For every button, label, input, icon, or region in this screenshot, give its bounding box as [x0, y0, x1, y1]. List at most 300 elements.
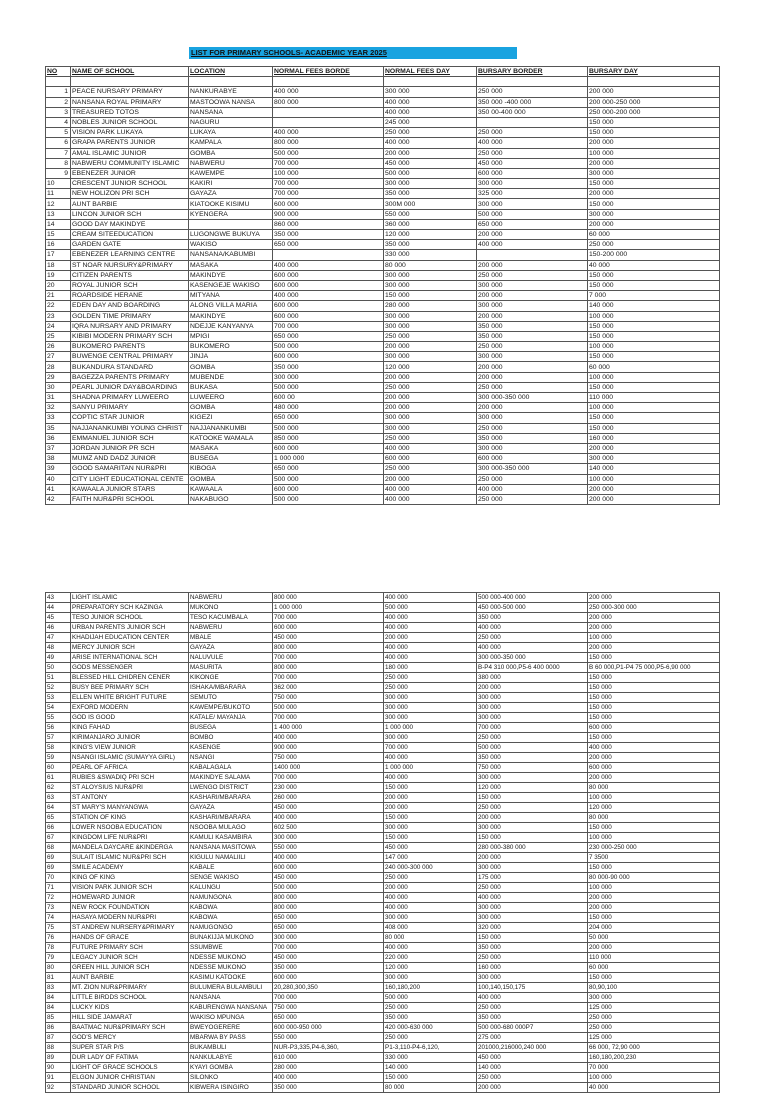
- cell-bursary-border: 250 000: [477, 953, 588, 963]
- cell-school-name: NAJJANANKUMBI YOUNG CHRIST: [71, 423, 189, 433]
- cell-location: KIBOGA: [189, 464, 273, 474]
- table-row: [46, 883, 720, 893]
- cell-school-name: HANDS OF GRACE: [71, 933, 189, 943]
- cell-fees-border: 600 000: [273, 311, 384, 321]
- cell-school-name: IQRA NURSARY AND PRIMARY: [71, 321, 189, 331]
- cell-bursary-border: 280 000-380 000: [477, 843, 588, 853]
- cell-bursary-border: 250 000: [477, 423, 588, 433]
- cell-bursary-border: 350 000: [477, 1013, 588, 1023]
- table-row: [46, 793, 720, 803]
- cell-location: NSANGI: [189, 753, 273, 763]
- cell-location: NABWERU: [189, 158, 273, 168]
- cell-no: 50: [46, 663, 71, 673]
- cell-school-name: GOLDEN TIME PRIMARY: [71, 311, 189, 321]
- cell-bursary-day: 150 000: [588, 913, 720, 923]
- cell-bursary-border: 200 000: [477, 1083, 588, 1093]
- cell-fees-day: 500 000: [384, 168, 477, 178]
- cell-location: KATOOKE WAMALA: [189, 433, 273, 443]
- cell-bursary-border: 350 000: [477, 943, 588, 953]
- cell-fees-border: 700 000: [273, 179, 384, 189]
- cell-bursary-day: 60 000: [588, 230, 720, 240]
- cell-fees-day: 330 000: [384, 250, 477, 260]
- cell-fees-border: 600 000-950 000: [273, 1023, 384, 1033]
- cell-school-name: GREEN HILL JUNIOR SCH: [71, 963, 189, 973]
- cell-bursary-border: 160 000: [477, 963, 588, 973]
- cell-fees-day: 80 000: [384, 1083, 477, 1093]
- cell-fees-day: 147 000: [384, 853, 477, 863]
- cell-fees-border: 900 000: [273, 209, 384, 219]
- cell-location: LUWEERO: [189, 393, 273, 403]
- cell-fees-day: 300 000: [384, 179, 477, 189]
- cell-location: SSUMBWE: [189, 943, 273, 953]
- cell-fees-day: 300 000: [384, 823, 477, 833]
- table-row: [46, 209, 720, 219]
- cell-bursary-border: 275 000: [477, 1033, 588, 1043]
- cell-fees-day: 360 000: [384, 219, 477, 229]
- table-row: [46, 873, 720, 883]
- cell-no: 6: [46, 138, 71, 148]
- cell-school-name: ST ALOYSIUS NUR&PRI: [71, 783, 189, 793]
- cell-school-name: LITTLE BIRDDS SCHOOL: [71, 993, 189, 1003]
- cell-fees-border: 600 000: [273, 484, 384, 494]
- cell-school-name: MANDELA DAYCARE &KINDERGA: [71, 843, 189, 853]
- cell-bursary-border: 350 000 -400 000: [477, 97, 588, 107]
- cell-no: 40: [46, 474, 71, 484]
- cell-school-name: BAGEZZA PARENTS PRIMARY: [71, 372, 189, 382]
- table-row: [46, 813, 720, 823]
- cell-fees-day: 300 000: [384, 321, 477, 331]
- cell-location: NANSANA MASITOWA: [189, 843, 273, 853]
- cell-fees-day: 280 000: [384, 301, 477, 311]
- cell-fees-day: 250 000: [384, 331, 477, 341]
- cell-fees-border: 100 000: [273, 168, 384, 178]
- cell-no: 20: [46, 280, 71, 290]
- cell-no: 43: [46, 593, 71, 603]
- cell-location: KATALE/ MAYANJA: [189, 713, 273, 723]
- table-row: [46, 413, 720, 423]
- cell-no: 48: [46, 643, 71, 653]
- cell-school-name: PEACE NURSARY PRIMARY: [71, 87, 189, 97]
- cell-location: KALUNGU: [189, 883, 273, 893]
- cell-fees-day: 400 000: [384, 653, 477, 663]
- table-row: [46, 443, 720, 453]
- cell-bursary-border: 500 000-400 000: [477, 593, 588, 603]
- cell-fees-border: 700 000: [273, 189, 384, 199]
- cell-bursary-day: 150 000: [588, 382, 720, 392]
- cell-fees-border: 450 000: [273, 803, 384, 813]
- cell-bursary-day: 60 000: [588, 963, 720, 973]
- table-row: [46, 713, 720, 723]
- cell-bursary-day: 150 000: [588, 270, 720, 280]
- cell-location: KIGEZI: [189, 413, 273, 423]
- cell-no: 18: [46, 260, 71, 270]
- cell-location: NANSANA/KABUMBI: [189, 250, 273, 260]
- cell-school-name: STANDARD JUNIOR SCHOOL: [71, 1083, 189, 1093]
- cell-bursary-day: 200 000: [588, 484, 720, 494]
- cell-fees-border: 400 000: [273, 733, 384, 743]
- table-row: [46, 270, 720, 280]
- cell-school-name: JORDAN JUNIOR PR SCH: [71, 443, 189, 453]
- cell-fees-border: 480 000: [273, 403, 384, 413]
- cell-no: 39: [46, 464, 71, 474]
- cell-location: WAKISO: [189, 240, 273, 250]
- cell-location: KASENGEJE WAKISO: [189, 280, 273, 290]
- cell-fees-border: 600 000: [273, 863, 384, 873]
- cell-bursary-day: 100 000: [588, 883, 720, 893]
- cell-fees-border: 400 000: [273, 1073, 384, 1083]
- cell-no: 78: [46, 943, 71, 953]
- table-row: [46, 403, 720, 413]
- cell-no: 71: [46, 883, 71, 893]
- cell-bursary-day: 200 000: [588, 593, 720, 603]
- cell-school-name: ST MARY'S MANYANGWA: [71, 803, 189, 813]
- cell-fees-border: 300 000: [273, 833, 384, 843]
- table-row: [46, 733, 720, 743]
- cell-fees-border: 600 000: [273, 270, 384, 280]
- cell-fees-border: 600 000: [273, 443, 384, 453]
- cell-fees-day: 400 000: [384, 643, 477, 653]
- cell-location: NDESSE MUKONO: [189, 963, 273, 973]
- cell-no: 88: [46, 1043, 71, 1053]
- table-row: [46, 87, 720, 97]
- cell-bursary-day: 140 000: [588, 301, 720, 311]
- table-row: [46, 189, 720, 199]
- cell-bursary-day: 150 000: [588, 199, 720, 209]
- cell-fees-border: 750 000: [273, 753, 384, 763]
- cell-location: MASAKA: [189, 443, 273, 453]
- cell-location: MBARWA BY PASS: [189, 1033, 273, 1043]
- cell-bursary-day: 150 000: [588, 863, 720, 873]
- cell-fees-day: 160,180,200: [384, 983, 477, 993]
- cell-location: BOMBO: [189, 733, 273, 743]
- cell-fees-day: 300 000: [384, 352, 477, 362]
- cell-fees-border: 400 000: [273, 128, 384, 138]
- cell-fees-border: 280 000: [273, 1063, 384, 1073]
- cell-fees-border: 500 000: [273, 883, 384, 893]
- cell-location: LUKAYA: [189, 128, 273, 138]
- cell-fees-day: 400 000: [384, 484, 477, 494]
- cell-bursary-day: 100 000: [588, 833, 720, 843]
- cell-fees-border: 350 000: [273, 230, 384, 240]
- cell-bursary-border: 350 000: [477, 613, 588, 623]
- cell-no: 83: [46, 983, 71, 993]
- table-row: [46, 280, 720, 290]
- cell-fees-border: 500 000: [273, 703, 384, 713]
- cell-fees-day: 250 000: [384, 1003, 477, 1013]
- cell-bursary-border: 450 000: [477, 158, 588, 168]
- cell-location: KAWAALA: [189, 484, 273, 494]
- cell-fees-border: 500 000: [273, 342, 384, 352]
- cell-location: LUGONGWE BUKUYA: [189, 230, 273, 240]
- cell-fees-border: 500 000: [273, 474, 384, 484]
- cell-school-name: AMAL ISLAMIC JUNIOR: [71, 148, 189, 158]
- table-row: [46, 240, 720, 250]
- cell-school-name: EMMANUEL JUNIOR SCH: [71, 433, 189, 443]
- table-row: [46, 693, 720, 703]
- cell-school-name: AUNT BARBIE: [71, 199, 189, 209]
- cell-school-name: COPTIC STAR JUNIOR: [71, 413, 189, 423]
- cell-fees-border: 650 000: [273, 331, 384, 341]
- cell-school-name: GOD'S MERCY: [71, 1033, 189, 1043]
- cell-bursary-border: 150 000: [477, 933, 588, 943]
- cell-bursary-day: 100 000: [588, 372, 720, 382]
- table-row: [46, 903, 720, 913]
- table-row: [46, 1043, 720, 1053]
- cell-fees-border: 700 000: [273, 993, 384, 1003]
- cell-no: 4: [46, 117, 71, 127]
- column-header: BURSARY DAY: [588, 67, 720, 77]
- cell-fees-border: 500 000: [273, 494, 384, 504]
- cell-location: BUSEGA: [189, 723, 273, 733]
- cell-no: 12: [46, 199, 71, 209]
- table-row: [46, 230, 720, 240]
- table-row: [46, 603, 720, 613]
- cell-school-name: KHADIJAH EDUCATION CENTER: [71, 633, 189, 643]
- cell-fees-border: 1400 000: [273, 763, 384, 773]
- cell-bursary-border: 250 000: [477, 382, 588, 392]
- table-row: [46, 199, 720, 209]
- table-row: [46, 423, 720, 433]
- table-row: [46, 913, 720, 923]
- cell-bursary-border: 201000,216000,240 000: [477, 1043, 588, 1053]
- cell-no: 8: [46, 158, 71, 168]
- cell-fees-day: 250 000: [384, 464, 477, 474]
- cell-location: BUKOMERO: [189, 342, 273, 352]
- cell-bursary-border: 400 000: [477, 138, 588, 148]
- cell-school-name: VISION PARK JUNIOR SCH: [71, 883, 189, 893]
- cell-location: BUNAKIJJA MUKONO: [189, 933, 273, 943]
- cell-fees-day: 140 000: [384, 1063, 477, 1073]
- cell-bursary-day: 150 000: [588, 673, 720, 683]
- cell-bursary-day: 300 000: [588, 993, 720, 1003]
- cell-bursary-border: 200 000: [477, 230, 588, 240]
- table-row: [46, 138, 720, 148]
- cell-no: 44: [46, 603, 71, 613]
- cell-no: 47: [46, 633, 71, 643]
- cell-no: 61: [46, 773, 71, 783]
- cell-fees-border: 650 000: [273, 413, 384, 423]
- cell-school-name: LINCON JUNIOR SCH: [71, 209, 189, 219]
- cell-bursary-day: 150 000: [588, 703, 720, 713]
- table-row: [46, 1083, 720, 1093]
- cell-fees-border: 700 000: [273, 158, 384, 168]
- cell-fees-border: 900 000: [273, 743, 384, 753]
- cell-bursary-day: 150 000: [588, 683, 720, 693]
- cell-bursary-border: 300 000-350 000: [477, 464, 588, 474]
- cell-school-name: URBAN PARENTS JUNIOR SCH: [71, 623, 189, 633]
- cell-bursary-border: 300 000: [477, 443, 588, 453]
- cell-bursary-border: B-P4 310 000,P5-6 400 0000: [477, 663, 588, 673]
- cell-no: 29: [46, 372, 71, 382]
- cell-location: BWEYOGERERE: [189, 1023, 273, 1033]
- cell-no: 68: [46, 843, 71, 853]
- cell-fees-day: 220 000: [384, 953, 477, 963]
- cell-fees-border: [273, 250, 384, 260]
- cell-bursary-day: 200 000: [588, 189, 720, 199]
- cell-bursary-border: 320 000: [477, 923, 588, 933]
- cell-fees-border: 610 000: [273, 1053, 384, 1063]
- cell-bursary-day: 100 000: [588, 342, 720, 352]
- cell-bursary-border: 250 000: [477, 148, 588, 158]
- cell-no: 59: [46, 753, 71, 763]
- cell-fees-day: 200 000: [384, 148, 477, 158]
- table-row: [46, 219, 720, 229]
- cell-bursary-border: 500 000-680 000P7: [477, 1023, 588, 1033]
- cell-fees-day: 300 000: [384, 311, 477, 321]
- cell-bursary-border: 250 000: [477, 883, 588, 893]
- cell-bursary-border: 450 000-500 000: [477, 603, 588, 613]
- column-header: LOCATION: [189, 67, 273, 77]
- table-row: [46, 893, 720, 903]
- cell-fees-day: 500 000: [384, 993, 477, 1003]
- cell-fees-day: 400 000: [384, 593, 477, 603]
- cell-bursary-day: 300 000: [588, 209, 720, 219]
- cell-fees-border: 700 000: [273, 613, 384, 623]
- cell-school-name: FUTURE PRIMARY SCH: [71, 943, 189, 953]
- cell-fees-border: 800 000: [273, 138, 384, 148]
- cell-fees-day: 200 000: [384, 803, 477, 813]
- cell-fees-border: 350 000: [273, 362, 384, 372]
- cell-fees-border: 1 400 000: [273, 723, 384, 733]
- cell-no: 30: [46, 382, 71, 392]
- cell-school-name: NSANGI ISLAMIC (SUMAYYA GIRL): [71, 753, 189, 763]
- cell-no: 70: [46, 873, 71, 883]
- cell-fees-border: 450 000: [273, 633, 384, 643]
- cell-fees-day: 200 000: [384, 883, 477, 893]
- cell-school-name: MERCY JUNIOR SCH: [71, 643, 189, 653]
- cell-school-name: ST ANTONY: [71, 793, 189, 803]
- cell-fees-day: 250 000: [384, 433, 477, 443]
- cell-fees-day: 400 000: [384, 138, 477, 148]
- table-row: [46, 158, 720, 168]
- table-row: [46, 1033, 720, 1043]
- cell-bursary-day: 80 000: [588, 783, 720, 793]
- cell-fees-border: 450 000: [273, 873, 384, 883]
- cell-fees-border: 550 000: [273, 1033, 384, 1043]
- cell-fees-day: 300 000: [384, 423, 477, 433]
- cell-bursary-day: 150 000: [588, 331, 720, 341]
- cell-fees-day: 400 000: [384, 107, 477, 117]
- table-row: [46, 474, 720, 484]
- table-row: [46, 643, 720, 653]
- cell-no: 69: [46, 863, 71, 873]
- cell-bursary-border: 100,140,150,175: [477, 983, 588, 993]
- cell-bursary-day: 200 000: [588, 943, 720, 953]
- table-row: [46, 362, 720, 372]
- cell-no: 41: [46, 484, 71, 494]
- cell-location: NABWERU: [189, 623, 273, 633]
- cell-fees-day: 180 000: [384, 663, 477, 673]
- cell-no: 32: [46, 403, 71, 413]
- cell-bursary-day: 250 000: [588, 240, 720, 250]
- cell-location: KABOWA: [189, 903, 273, 913]
- cell-location: MAKINDYE: [189, 311, 273, 321]
- cell-school-name: TREASURED TOTOS: [71, 107, 189, 117]
- cell-fees-day: 80 000: [384, 933, 477, 943]
- cell-fees-day: 300 000: [384, 413, 477, 423]
- cell-no: 5: [46, 128, 71, 138]
- cell-no: 74: [46, 913, 71, 923]
- cell-no: 76: [46, 933, 71, 943]
- cell-location: NABWERU: [189, 593, 273, 603]
- cell-bursary-border: 400 000: [477, 240, 588, 250]
- cell-no: 35: [46, 423, 71, 433]
- cell-fees-day: 300 000: [384, 280, 477, 290]
- cell-no: 36: [46, 433, 71, 443]
- cell-location: KAKIRI: [189, 179, 273, 189]
- cell-school-name: ELLEN WHITE BRIGHT FUTURE: [71, 693, 189, 703]
- cell-school-name: SHADNA PRIMARY LUWEERO: [71, 393, 189, 403]
- cell-bursary-day: 200 000: [588, 773, 720, 783]
- cell-school-name: BUSY BEE PRIMARY SCH: [71, 683, 189, 693]
- table-row: [46, 823, 720, 833]
- cell-fees-border: 600 000: [273, 199, 384, 209]
- table-row: [46, 593, 720, 603]
- table-row: [46, 97, 720, 107]
- cell-location: GAYAZA: [189, 643, 273, 653]
- cell-fees-border: 1 000 000: [273, 454, 384, 464]
- cell-fees-border: 600 00: [273, 393, 384, 403]
- cell-location: NSOOBA MULAGO: [189, 823, 273, 833]
- cell-fees-day: 150 000: [384, 1073, 477, 1083]
- cell-bursary-border: 200 000: [477, 311, 588, 321]
- table-row: [46, 331, 720, 341]
- cell-fees-day: 600 000: [384, 454, 477, 464]
- cell-bursary-day: 150 000: [588, 973, 720, 983]
- document-title: LIST FOR PRIMARY SCHOOLS- ACADEMIC YEAR 2025: [189, 47, 517, 59]
- cell-fees-day: 200 000: [384, 342, 477, 352]
- cell-bursary-border: 250 000: [477, 128, 588, 138]
- cell-no: 81: [46, 973, 71, 983]
- cell-bursary-day: 200 000: [588, 138, 720, 148]
- cell-fees-day: 420 000-630 000: [384, 1023, 477, 1033]
- cell-school-name: BAATMAC NUR&PRIMARY SCH: [71, 1023, 189, 1033]
- cell-no: 27: [46, 352, 71, 362]
- cell-fees-day: 250 000: [384, 873, 477, 883]
- cell-school-name: MUMZ AND DADZ JUNIOR: [71, 454, 189, 464]
- table-row: [46, 291, 720, 301]
- cell-fees-border: 350 000: [273, 963, 384, 973]
- cell-location: KAWEMPE/BUKOTO: [189, 703, 273, 713]
- cell-bursary-day: 40 000: [588, 1083, 720, 1093]
- cell-fees-day: 400 000: [384, 97, 477, 107]
- cell-location: MITYANA: [189, 291, 273, 301]
- cell-location: ALONG VILLA MARIA: [189, 301, 273, 311]
- table-row: [46, 168, 720, 178]
- cell-bursary-day: 100 000: [588, 633, 720, 643]
- cell-fees-day: 120 000: [384, 963, 477, 973]
- cell-bursary-border: 400 000: [477, 993, 588, 1003]
- table-row: [46, 321, 720, 331]
- cell-fees-border: 400 000: [273, 813, 384, 823]
- cell-location: KYENGERA: [189, 209, 273, 219]
- cell-fees-border: 400 000: [273, 260, 384, 270]
- cell-bursary-day: 80,90,100: [588, 983, 720, 993]
- cell-school-name: AUNT BARBIE: [71, 973, 189, 983]
- table-row: [46, 464, 720, 474]
- cell-bursary-border: 300 000-350 000: [477, 393, 588, 403]
- cell-bursary-border: 300 000: [477, 693, 588, 703]
- cell-no: 22: [46, 301, 71, 311]
- cell-bursary-border: [477, 77, 588, 87]
- cell-bursary-border: 400 000: [477, 623, 588, 633]
- cell-bursary-border: 600 000: [477, 454, 588, 464]
- cell-no: 9: [46, 168, 71, 178]
- cell-no: 46: [46, 623, 71, 633]
- cell-location: NAKABUGO: [189, 494, 273, 504]
- cell-location: SEMUTO: [189, 693, 273, 703]
- cell-school-name: CRESCENT JUNIOR SCHOOL: [71, 179, 189, 189]
